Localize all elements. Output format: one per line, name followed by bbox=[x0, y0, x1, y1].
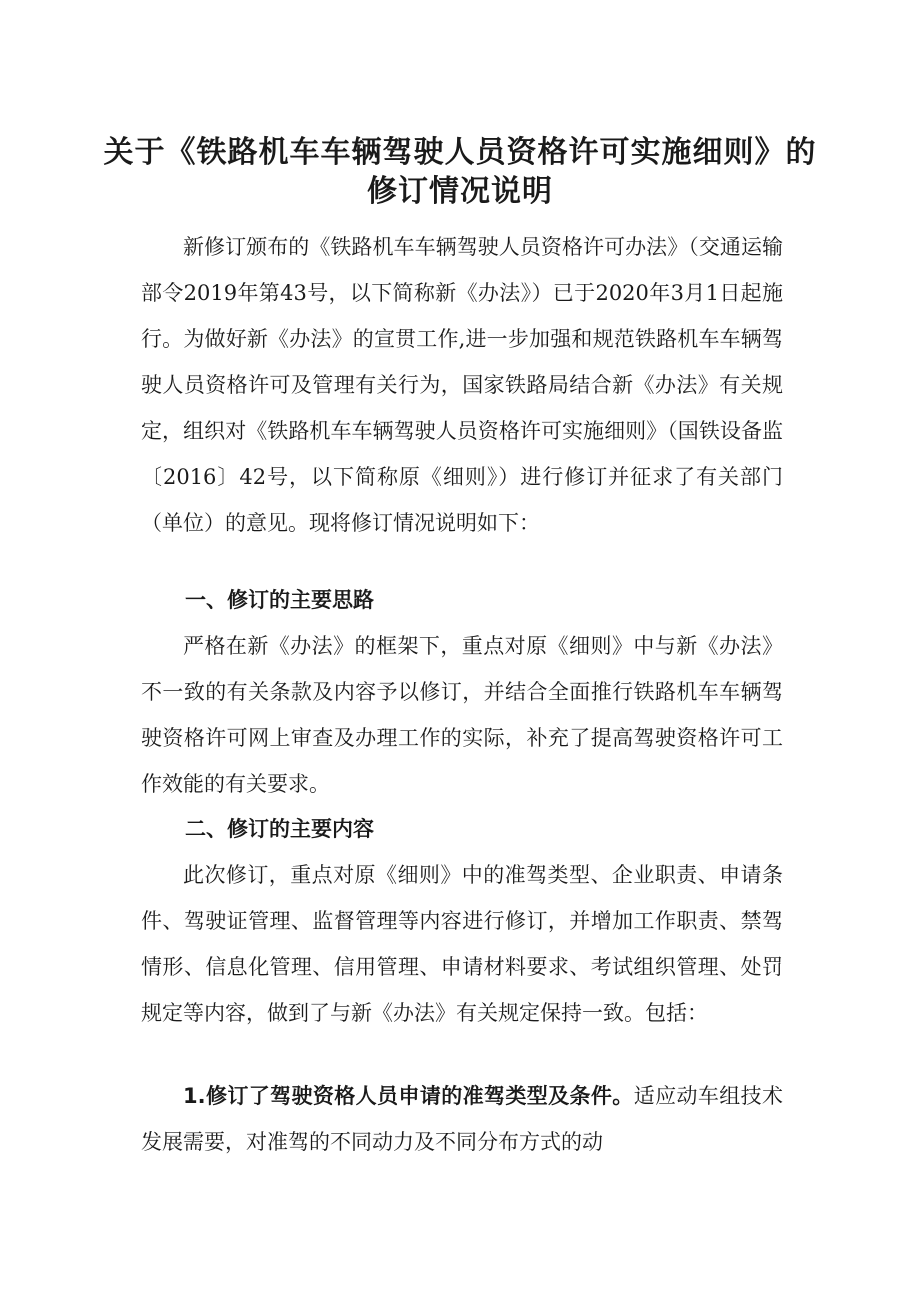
item-1-block bbox=[141, 1073, 783, 1165]
item-1-paragraph bbox=[141, 1073, 783, 1165]
section-1-heading: 一、修订的主要思路 bbox=[185, 588, 374, 612]
section-2-heading: 二、修订的主要内容 bbox=[185, 817, 374, 841]
section-1-paragraph: 严格在新《办法》的框架下，重点对原《细则》中与新《办法》不一致的有关条款及内容予以修订，并结合全面推行铁路机车车辆驾驶资格许可网上审查及办理工作的实际，补充了提高驾驶资格许可工作效能的有关要求。 bbox=[141, 634, 783, 796]
section-1-block bbox=[141, 623, 783, 807]
item-1-lead: 1.修订了驾驶资格人员申请的准驾类型及条件。 bbox=[183, 1084, 634, 1108]
intro-block bbox=[141, 224, 783, 546]
item-1-text: 适应动车组技术发展需要，对准驾的不同动力及不同分布方式的动 bbox=[141, 1084, 783, 1154]
intro-paragraph: 新修订颁布的《铁路机车车辆驾驶人员资格许可办法》（交通运输部令2019年第43号，以下简称新《办法》）已于2020年3月1日起施行。为做好新《办法》的宣贯工作,进一步加强和规范铁路机车车辆驾驶人员资格许可及管理有关行为，国家铁路局结合新《办法》有关规定，组织对《铁路机车车辆驾驶人员资格许可实施细则》（国铁设备监〔2016〕42号，以下简称原《细则》）进行修订并征求了有关部门（单位）的意见。现将修订情况说明如下： bbox=[141, 235, 783, 535]
document-title-line-2: 修订情况说明 bbox=[367, 174, 553, 209]
section-2-block bbox=[141, 852, 783, 1036]
document-title-line-1: 关于《铁路机车车辆驾驶人员资格许可实施细则》的 bbox=[103, 135, 817, 170]
section-2-paragraph: 此次修订，重点对原《细则》中的准驾类型、企业职责、申请条件、驾驶证管理、监督管理等内容进行修订，并增加工作职责、禁驾情形、信息化管理、信用管理、申请材料要求、考试组织管理、处罚规定等内容，做到了与新《办法》有关规定保持一致。包括： bbox=[141, 863, 783, 1025]
